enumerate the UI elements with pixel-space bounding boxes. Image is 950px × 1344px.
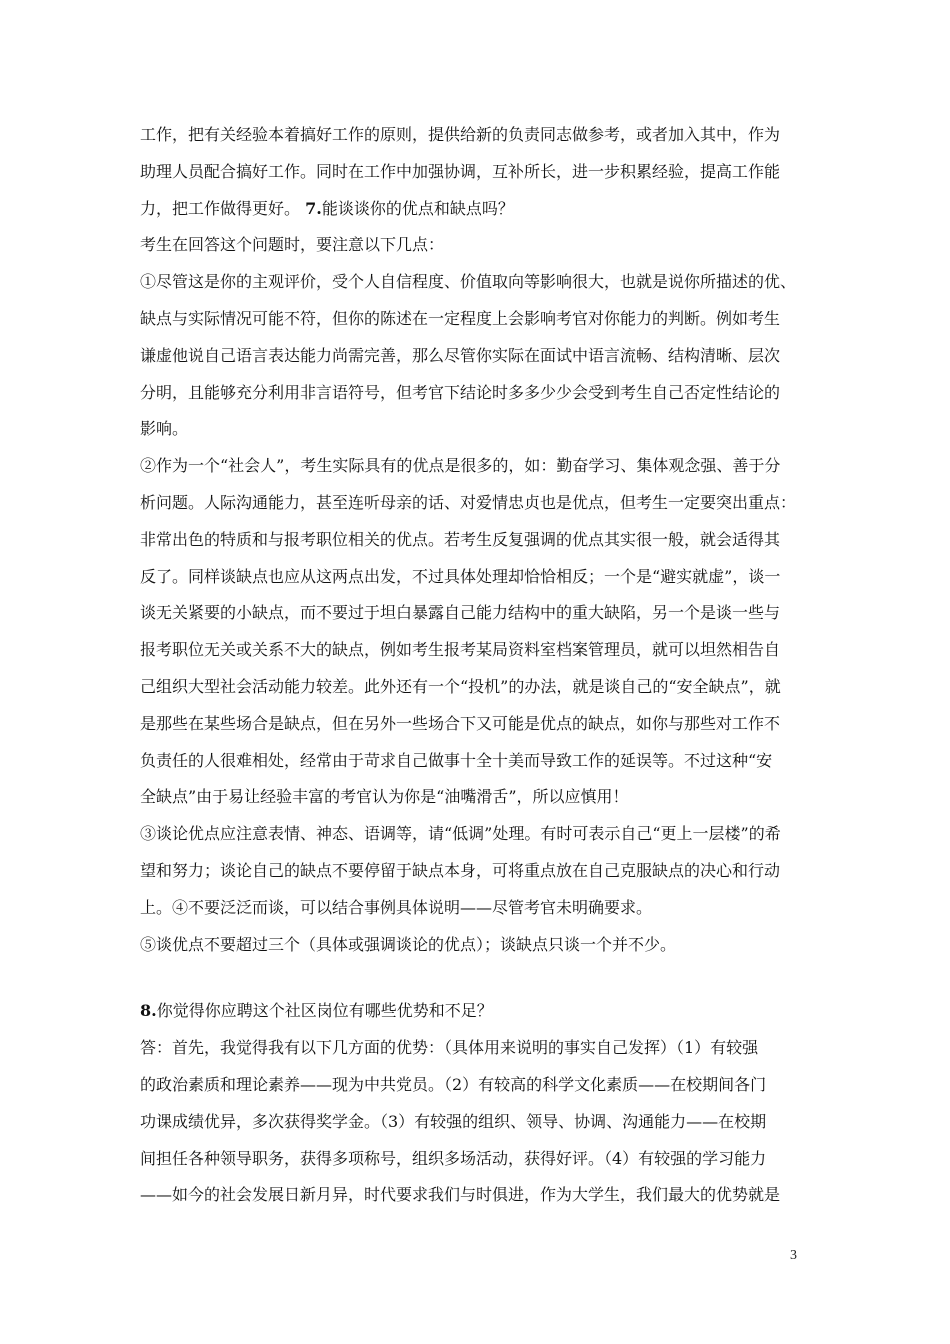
- document-body: [140, 117, 810, 1214]
- question-7-number: 7.: [305, 198, 322, 218]
- text-line: 全缺点”由于易让经验丰富的考官认为你是“油嘴滑舌”，所以应慎用！: [140, 787, 629, 807]
- text-line: 间担任各种领导职务，获得多项称号，组织多场活动，获得好评。（4）有较强的学习能力: [140, 1148, 767, 1168]
- text-line: 非常出色的特质和与报考职位相关的优点。若考生反复强调的优点其实很一般，就会适得其: [140, 529, 781, 549]
- text-line-fragment: 力，把工作做得更好。: [140, 198, 301, 218]
- text-line: 谈无关紧要的小缺点，而不要过于坦白暴露自己能力结构中的重大缺陷，另一个是谈一些与: [140, 603, 781, 623]
- text-line: 己组织大型社会活动能力较差。此外还有一个“投机”的办法，就是谈自己的“安全缺点”，就: [140, 676, 781, 696]
- text-line: 望和努力；谈论自己的缺点不要停留于缺点本身，可将重点放在自己克服缺点的决心和行动: [140, 860, 781, 880]
- question-7-title: 能谈谈你的优点和缺点吗？: [321, 198, 514, 218]
- text-line: 反了。同样谈缺点也应从这两点出发，不过具体处理却恰恰相反；一个是“避实就虚”，谈一: [140, 566, 781, 586]
- text-line: 的政治素质和理论素养——现为中共党员。（2）有较高的科学文化素质——在校期间各门: [140, 1074, 767, 1094]
- question-8-number: 8.: [140, 1001, 157, 1021]
- text-line: ③谈论优点应注意表情、神态、语调等，请“低调”处理。有时可表示自己“更上一层楼”的希: [140, 824, 781, 844]
- text-line: 工作，把有关经验本着搞好工作的原则，提供给新的负责同志做参考，或者加入其中，作为: [140, 125, 781, 144]
- text-line: ①尽管这是你的主观评价，受个人自信程度、价值取向等影响很大，也就是说你所描述的优、: [140, 272, 797, 292]
- text-line: 缺点与实际情况可能不符，但你的陈述在一定程度上会影响考官对你能力的判断。例如考生: [140, 308, 781, 328]
- text-line: ⑤谈优点不要超过三个（具体或强调谈论的优点）；谈缺点只谈一个并不少。: [140, 934, 677, 954]
- text-line: 功课成绩优异，多次获得奖学金。（3）有较强的组织、领导、协调、沟通能力——在校期: [140, 1111, 767, 1131]
- text-line: 负责任的人很难相处，经常由于苛求自己做事十全十美而导致工作的延误等。不过这种“安: [140, 750, 773, 770]
- text-line: 答：首先，我觉得我有以下几方面的优势：（具体用来说明的事实自己发挥）（1）有较强: [140, 1038, 759, 1058]
- question-8-title: 你觉得你应聘这个社区岗位有哪些优势和不足？: [156, 1001, 493, 1021]
- paragraph-spacer: [140, 963, 810, 993]
- text-line: ②作为一个“社会人”，考生实际具有的优点是很多的，如：勤奋学习、集体观念强、善于分: [140, 456, 781, 476]
- text-line: ——如今的社会发展日新月异，时代要求我们与时俱进，作为大学生，我们最大的优势就是: [140, 1185, 781, 1205]
- text-line: 影响。: [140, 419, 189, 439]
- text-line: 谦虚他说自己语言表达能力尚需完善，那么尽管你实际在面试中语言流畅、结构清晰、层次: [140, 345, 781, 365]
- page-number: 3: [790, 1248, 797, 1263]
- text-line: 析问题。人际沟通能力，甚至连听母亲的话、对爱情忠贞也是优点，但考生一定要突出重点：: [140, 492, 797, 512]
- text-line: 上。④不要泛泛而谈，可以结合事例具体说明——尽管考官未明确要求。: [140, 897, 653, 917]
- text-line: 分明，且能够充分利用非言语符号，但考官下结论时多多少少会受到考生自己否定性结论的: [140, 382, 781, 402]
- text-line: 助理人员配合搞好工作。同时在工作中加强协调，互补所长，进一步积累经验，提高工作能: [140, 161, 781, 181]
- text-line: [140, 191, 810, 228]
- text-line: 考生在回答这个问题时，要注意以下几点：: [140, 235, 445, 255]
- text-line: [140, 993, 810, 1030]
- text-line: 是那些在某些场合是缺点，但在另外一些场合下又可能是优点的缺点，如你与那些对工作不: [140, 713, 781, 733]
- text-line: 报考职位无关或关系不大的缺点，例如考生报考某局资料室档案管理员，就可以坦然相告自: [140, 640, 781, 660]
